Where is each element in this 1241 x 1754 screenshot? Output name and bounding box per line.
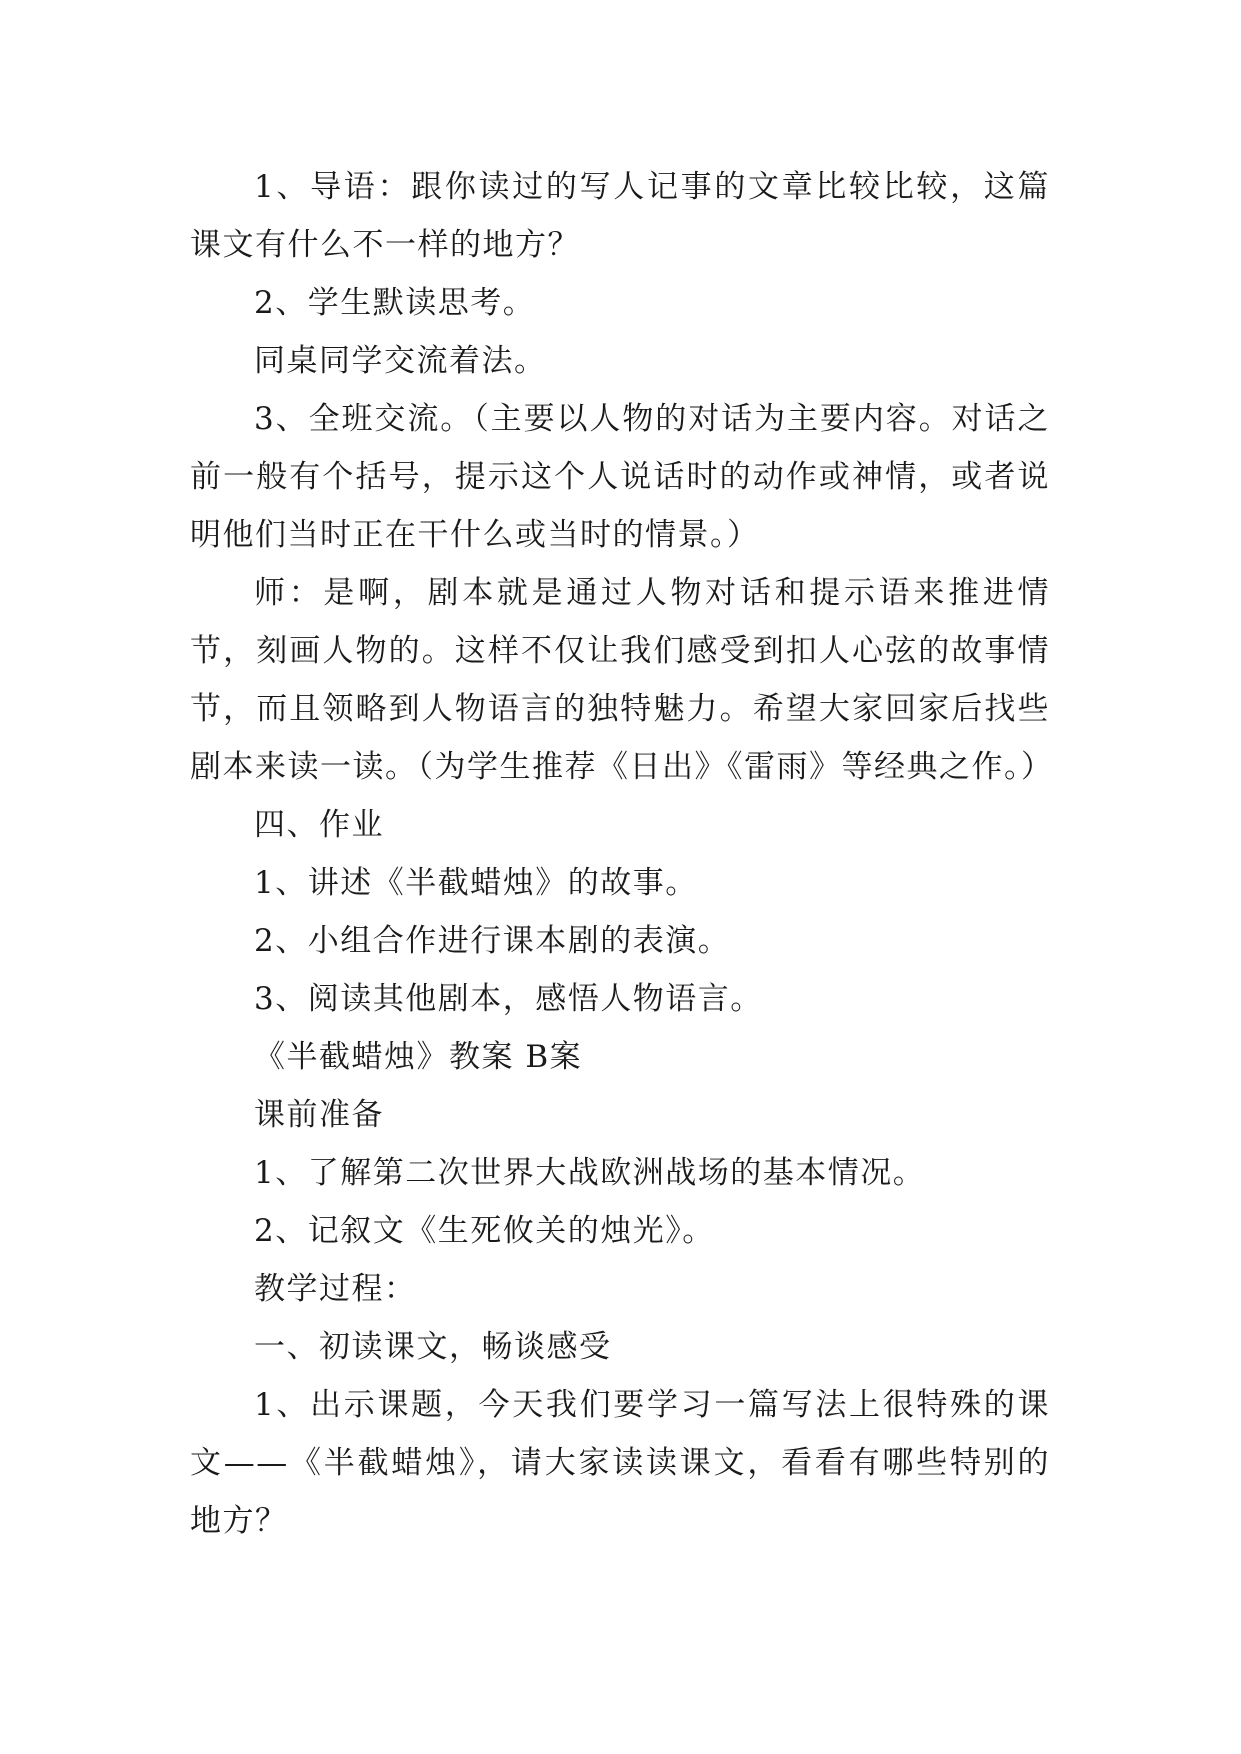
section-heading-teaching-process: 教学过程： bbox=[254, 1271, 417, 1307]
paragraph-intro-question: 1、导语：跟你读过的写人记事的文章比较比较，这篇课文有什么不一样的地方？ bbox=[190, 169, 1050, 263]
paragraph-silent-reading: 2、学生默读思考。 bbox=[254, 285, 536, 321]
preparation-item-2: 2、记叙文《生死攸关的烛光》。 bbox=[254, 1213, 715, 1249]
lesson-plan-b-title: 《半截蜡烛》教案 B案 bbox=[254, 1039, 583, 1075]
preparation-item-1: 1、了解第二次世界大战欧洲战场的基本情况。 bbox=[254, 1155, 926, 1191]
paragraph-class-discussion: 3、全班交流。（主要以人物的对话为主要内容。对话之前一般有个括号，提示这个人说话时的动作或神情，或者说明他们当时正在干什么或当时的情景。） bbox=[190, 401, 1050, 553]
section-heading-homework: 四、作业 bbox=[254, 807, 384, 843]
homework-item-1: 1、讲述《半截蜡烛》的故事。 bbox=[254, 865, 698, 901]
paragraph-teacher-summary: 师：是啊，剧本就是通过人物对话和提示语来推进情节，刻画人物的。这样不仅让我们感受到扣人心弦的故事情节，而且领略到人物语言的独特魅力。希望大家回家后找些剧本来读一读。（为学生推荐《日出》《雷雨》等经典之作。） bbox=[190, 575, 1054, 785]
section-heading-preparation: 课前准备 bbox=[254, 1097, 384, 1133]
homework-item-3: 3、阅读其他剧本，感悟人物语言。 bbox=[254, 981, 763, 1017]
paragraph-show-title: 1、出示课题，今天我们要学习一篇写法上很特殊的课文——《半截蜡烛》，请大家读读课文，看看有哪些特别的地方？ bbox=[190, 1387, 1050, 1539]
document-body bbox=[190, 158, 1054, 1550]
paragraph-deskmate-discussion: 同桌同学交流着法。 bbox=[254, 343, 547, 379]
homework-item-2: 2、小组合作进行课本剧的表演。 bbox=[254, 923, 731, 959]
section-heading-first-reading: 一、初读课文，畅谈感受 bbox=[254, 1329, 612, 1365]
